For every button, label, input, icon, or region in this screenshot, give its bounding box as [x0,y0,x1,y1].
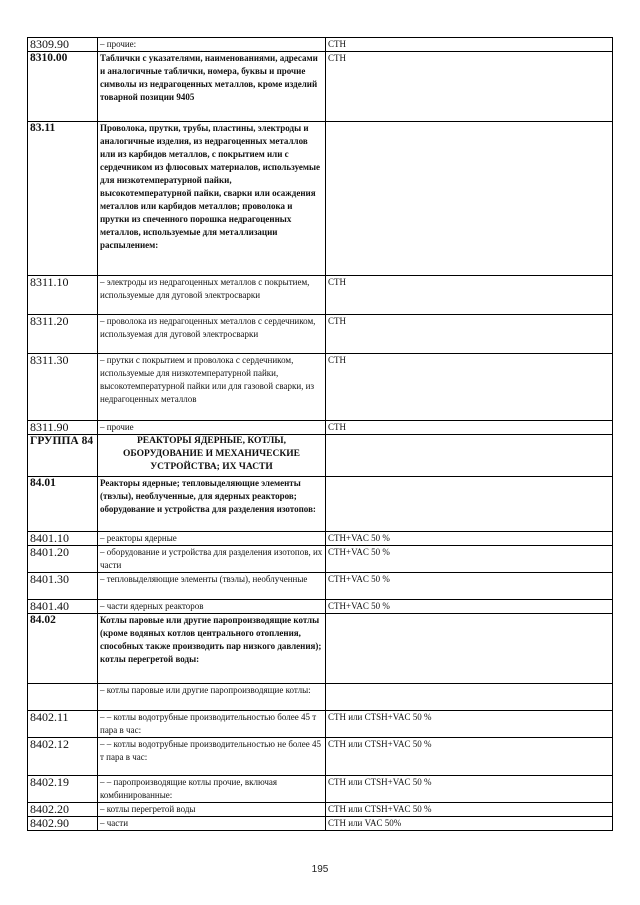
table-row [28,738,613,776]
table-row [28,684,613,711]
description: Таблички с указателями, наименованиями, адресами и аналогичные таблички, номера, буквы и прочие символы из недрагоценных металлов, кроме изделий товарной позиции 9405 [98,52,326,122]
hs-code: 8311.20 [28,315,98,354]
hs-code: 8401.10 [28,532,98,546]
hs-code: 8402.20 [28,803,98,817]
origin-rule [326,614,613,684]
origin-rule: CTH [326,354,613,421]
tariff-table [27,37,613,831]
origin-rule: CTH+VAC 50 % [326,600,613,614]
hs-code: 8402.11 [28,711,98,738]
table-row [28,38,613,52]
origin-rule: CTH [326,38,613,52]
hs-code: 8402.12 [28,738,98,776]
hs-code: 84.01 [28,477,98,532]
description: – электроды из недрагоценных металлов с покрытием, используемые для дуговой электросварки [98,276,326,315]
description: – части ядерных реакторов [98,600,326,614]
table-row [28,435,613,477]
origin-rule [326,122,613,276]
description: РЕАКТОРЫ ЯДЕРНЫЕ, КОТЛЫ, ОБОРУДОВАНИЕ И МЕХАНИЧЕСКИЕ УСТРОЙСТВА; ИХ ЧАСТИ [98,435,326,477]
description: – – паропроизводящие котлы прочие, включая комбинированные: [98,776,326,803]
hs-code: 84.02 [28,614,98,684]
description: – части [98,817,326,831]
hs-code: 8402.90 [28,817,98,831]
table-row [28,803,613,817]
description: – – котлы водотрубные производительностью не более 45 т пара в час: [98,738,326,776]
hs-code: 8311.90 [28,421,98,435]
table-row [28,573,613,600]
description: – – котлы водотрубные производительностью более 45 т пара в час: [98,711,326,738]
origin-rule: CTH+VAC 50 % [326,532,613,546]
table-row [28,817,613,831]
origin-rule: CTH [326,276,613,315]
origin-rule [326,477,613,532]
origin-rule: CTH+VAC 50 % [326,573,613,600]
table-row [28,276,613,315]
origin-rule [326,435,613,477]
table-row [28,354,613,421]
table-row [28,776,613,803]
description: – прочие: [98,38,326,52]
description: Реакторы ядерные; тепловыделяющие элементы (твэлы), необлученные, для ядерных реакторов; оборудование и устройства для разделения изотопов: [98,477,326,532]
description: – прутки с покрытием и проволока с сердечником, используемые для низкотемпературной пайки, высокотемпературной пайки или для газовой сварки, из недрагоценных металлов [98,354,326,421]
origin-rule [326,684,613,711]
description: – тепловыделяющие элементы (твэлы), необлученные [98,573,326,600]
table-row [28,52,613,122]
description: – проволока из недрагоценных металлов с сердечником, используемая для дуговой электросварки [98,315,326,354]
hs-code: 8402.19 [28,776,98,803]
table-row [28,614,613,684]
description: – прочие [98,421,326,435]
origin-rule: CTH или CTSH+VAC 50 % [326,711,613,738]
origin-rule: CTH [326,52,613,122]
origin-rule: CTH или VAC 50% [326,817,613,831]
page-number: 195 [311,864,329,875]
table-row [28,315,613,354]
hs-code: 8309.90 [28,38,98,52]
description: Проволока, прутки, трубы, пластины, электроды и аналогичные изделия, из недрагоценных металлов или из карбидов металлов, с покрытием или с сердечником из флюсовых материалов, используемые для низкотемпературной пайки, высокотемпературной пайки, сварки или осаждения металлов или карбидов металлов; проволока и прутки из спеченного порошка недрагоценных металлов, используемые для металлизации распылением: [98,122,326,276]
table-row [28,122,613,276]
origin-rule: CTH или CTSH+VAC 50 % [326,803,613,817]
hs-code: ГРУППА 84 [28,435,98,477]
hs-code: 83.11 [28,122,98,276]
description: – котлы паровые или другие паропроизводящие котлы: [98,684,326,711]
table-row [28,532,613,546]
table-row [28,477,613,532]
description: Котлы паровые или другие паропроизводящие котлы (кроме водяных котлов центрального отопления, способных также производить пар низкого давления); котлы перегретой воды: [98,614,326,684]
hs-code: 8401.40 [28,600,98,614]
origin-rule: CTH или CTSH+VAC 50 % [326,738,613,776]
hs-code: 8310.00 [28,52,98,122]
table-row [28,711,613,738]
description: – реакторы ядерные [98,532,326,546]
hs-code: 8311.10 [28,276,98,315]
origin-rule: CTH [326,315,613,354]
hs-code: 8311.30 [28,354,98,421]
table-row [28,546,613,573]
hs-code [28,684,98,711]
description: – оборудование и устройства для разделения изотопов, их части [98,546,326,573]
table-row [28,600,613,614]
hs-code: 8401.30 [28,573,98,600]
origin-rule: CTH+VAC 50 % [326,546,613,573]
hs-code: 8401.20 [28,546,98,573]
description: – котлы перегретой воды [98,803,326,817]
table-row [28,421,613,435]
origin-rule: CTH или CTSH+VAC 50 % [326,776,613,803]
origin-rule: CTH [326,421,613,435]
